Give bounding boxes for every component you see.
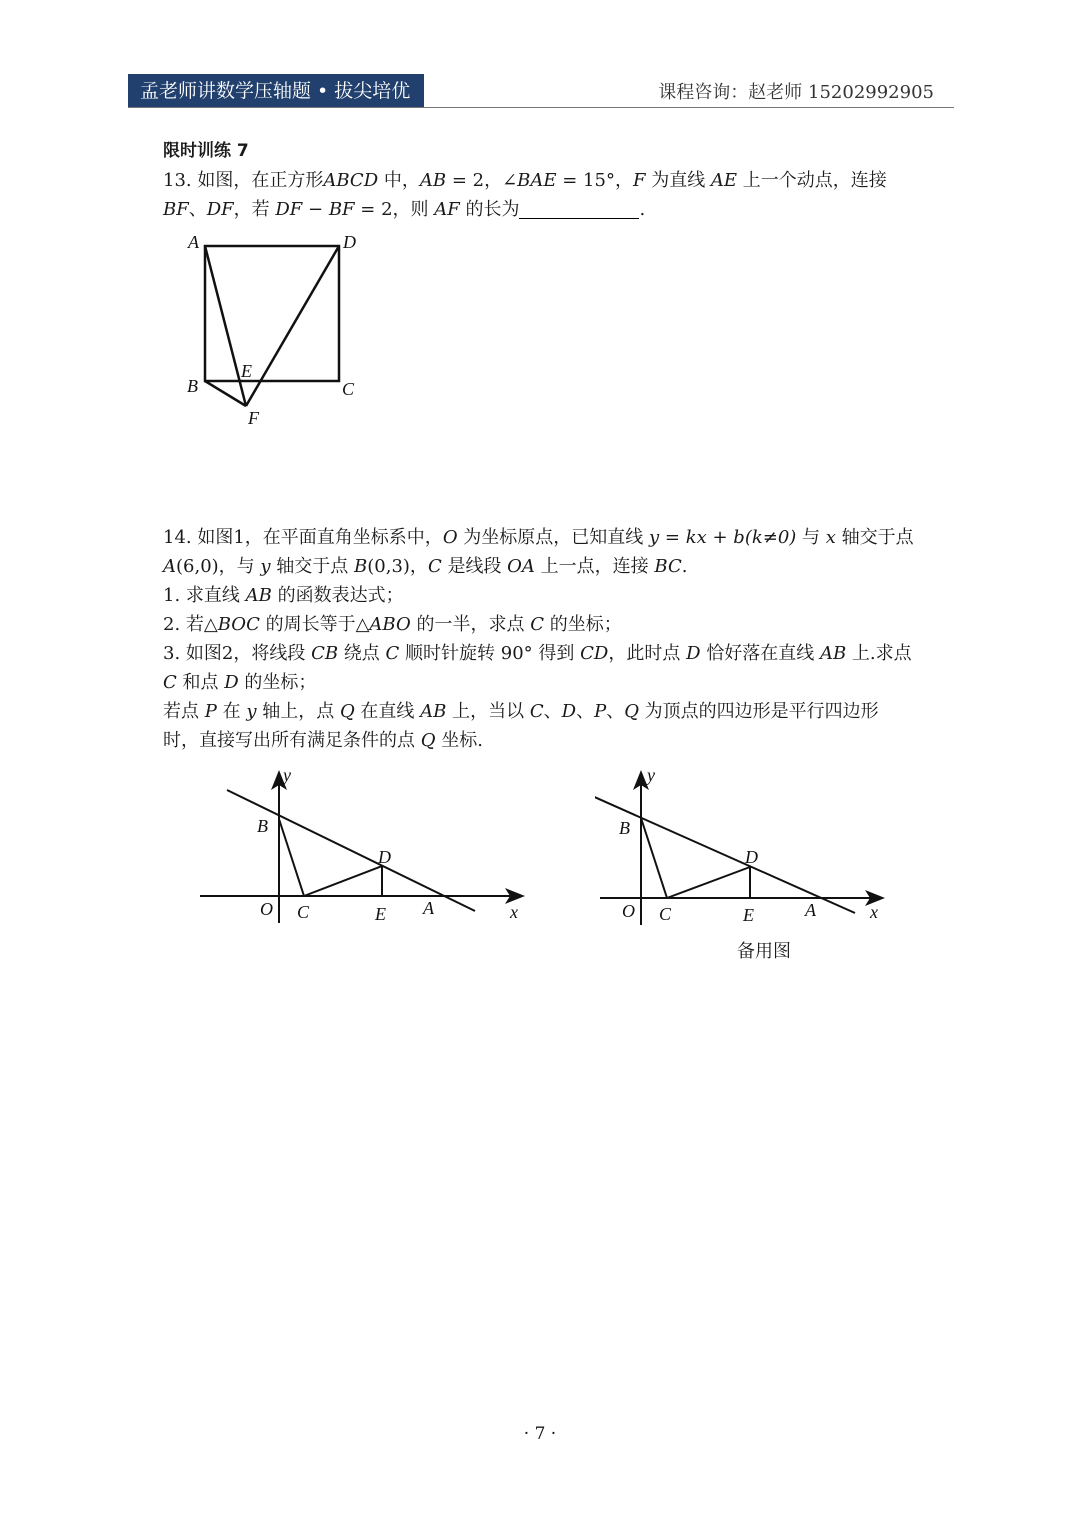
label-a: A xyxy=(188,232,199,252)
label-b: B xyxy=(187,376,198,396)
question-14 xyxy=(163,523,923,755)
label-d: D xyxy=(343,232,356,252)
header-title-band xyxy=(128,74,424,108)
label-a: A xyxy=(805,900,816,920)
q13-line-2: BF、DF，若 DF − BF = 2，则 AF 的长为 . xyxy=(163,199,646,220)
q14-sub-1: 1. 求直线 AB 的函数表达式； xyxy=(163,585,404,606)
header-contact: 课程咨询：赵老师 15202992905 xyxy=(658,82,934,103)
question-13 xyxy=(163,137,923,224)
label-e: E xyxy=(743,905,754,925)
section-title: 限时训练 7 xyxy=(163,141,249,161)
label-y: y xyxy=(647,765,655,785)
label-x: x xyxy=(870,902,878,922)
segment-cd xyxy=(304,866,382,896)
label-d: D xyxy=(745,847,758,867)
page-number: · 7 · xyxy=(523,1424,557,1444)
label-c: C xyxy=(659,904,672,924)
label-o: O xyxy=(260,899,273,919)
label-e: E xyxy=(375,904,386,924)
q14-sub-4-line-1: 若点 P 在 y 轴上，点 Q 在直线 AB 上，当以 C、D、P、Q 为顶点的四边形是平行四边形 xyxy=(163,701,879,722)
label-o: O xyxy=(622,901,635,921)
header-title: 孟老师讲数学压轴题 • 拔尖培优 xyxy=(140,80,411,102)
q14-sub-2: 2. 若△BOC 的周长等于△ABO 的一半，求点 C 的坐标； xyxy=(163,614,622,635)
label-f: F xyxy=(248,408,259,428)
q14-sub-3-line-1: 3. 如图2，将线段 CB 绕点 C 顺时针旋转 90° 得到 CD，此时点 D 恰好落在直线 AB 上.求点 xyxy=(163,643,912,664)
q14-figure-2 xyxy=(595,765,895,935)
line-ab xyxy=(227,790,475,911)
label-b: B xyxy=(257,816,268,836)
label-b: B xyxy=(619,818,630,838)
line-ab xyxy=(595,795,855,913)
label-c: C xyxy=(342,379,355,399)
backup-figure-caption: 备用图 xyxy=(737,941,791,962)
label-y: y xyxy=(283,765,291,785)
label-a: A xyxy=(423,898,434,918)
label-x: x xyxy=(510,902,518,922)
answer-blank[interactable] xyxy=(519,200,639,219)
segment-bc xyxy=(279,819,304,896)
q14-line-2: A(6,0)，与 y 轴交于点 B(0,3)，C 是线段 OA 上一点，连接 BC. xyxy=(163,556,688,577)
label-d: D xyxy=(378,847,391,867)
q13-square-figure xyxy=(180,228,370,433)
q14-figure-1 xyxy=(195,765,535,935)
header-divider xyxy=(128,107,954,108)
label-e: E xyxy=(241,361,252,381)
segment-bc xyxy=(641,818,667,898)
label-c: C xyxy=(297,902,310,922)
q13-line-1: 13. 如图，在正方形ABCD 中，AB = 2，∠BAE = 15°，F 为直线 AE 上一个动点，连接 xyxy=(163,170,887,191)
segment-cd xyxy=(667,867,750,898)
q14-sub-3-line-2: C 和点 D 的坐标； xyxy=(163,672,317,693)
q14-line-1: 14. 如图1，在平面直角坐标系中，O 为坐标原点，已知直线 y = kx + b(k≠0) 与 x 轴交于点 xyxy=(163,527,914,548)
q14-sub-4-line-2: 时，直接写出所有满足条件的点 Q 坐标. xyxy=(163,730,483,751)
